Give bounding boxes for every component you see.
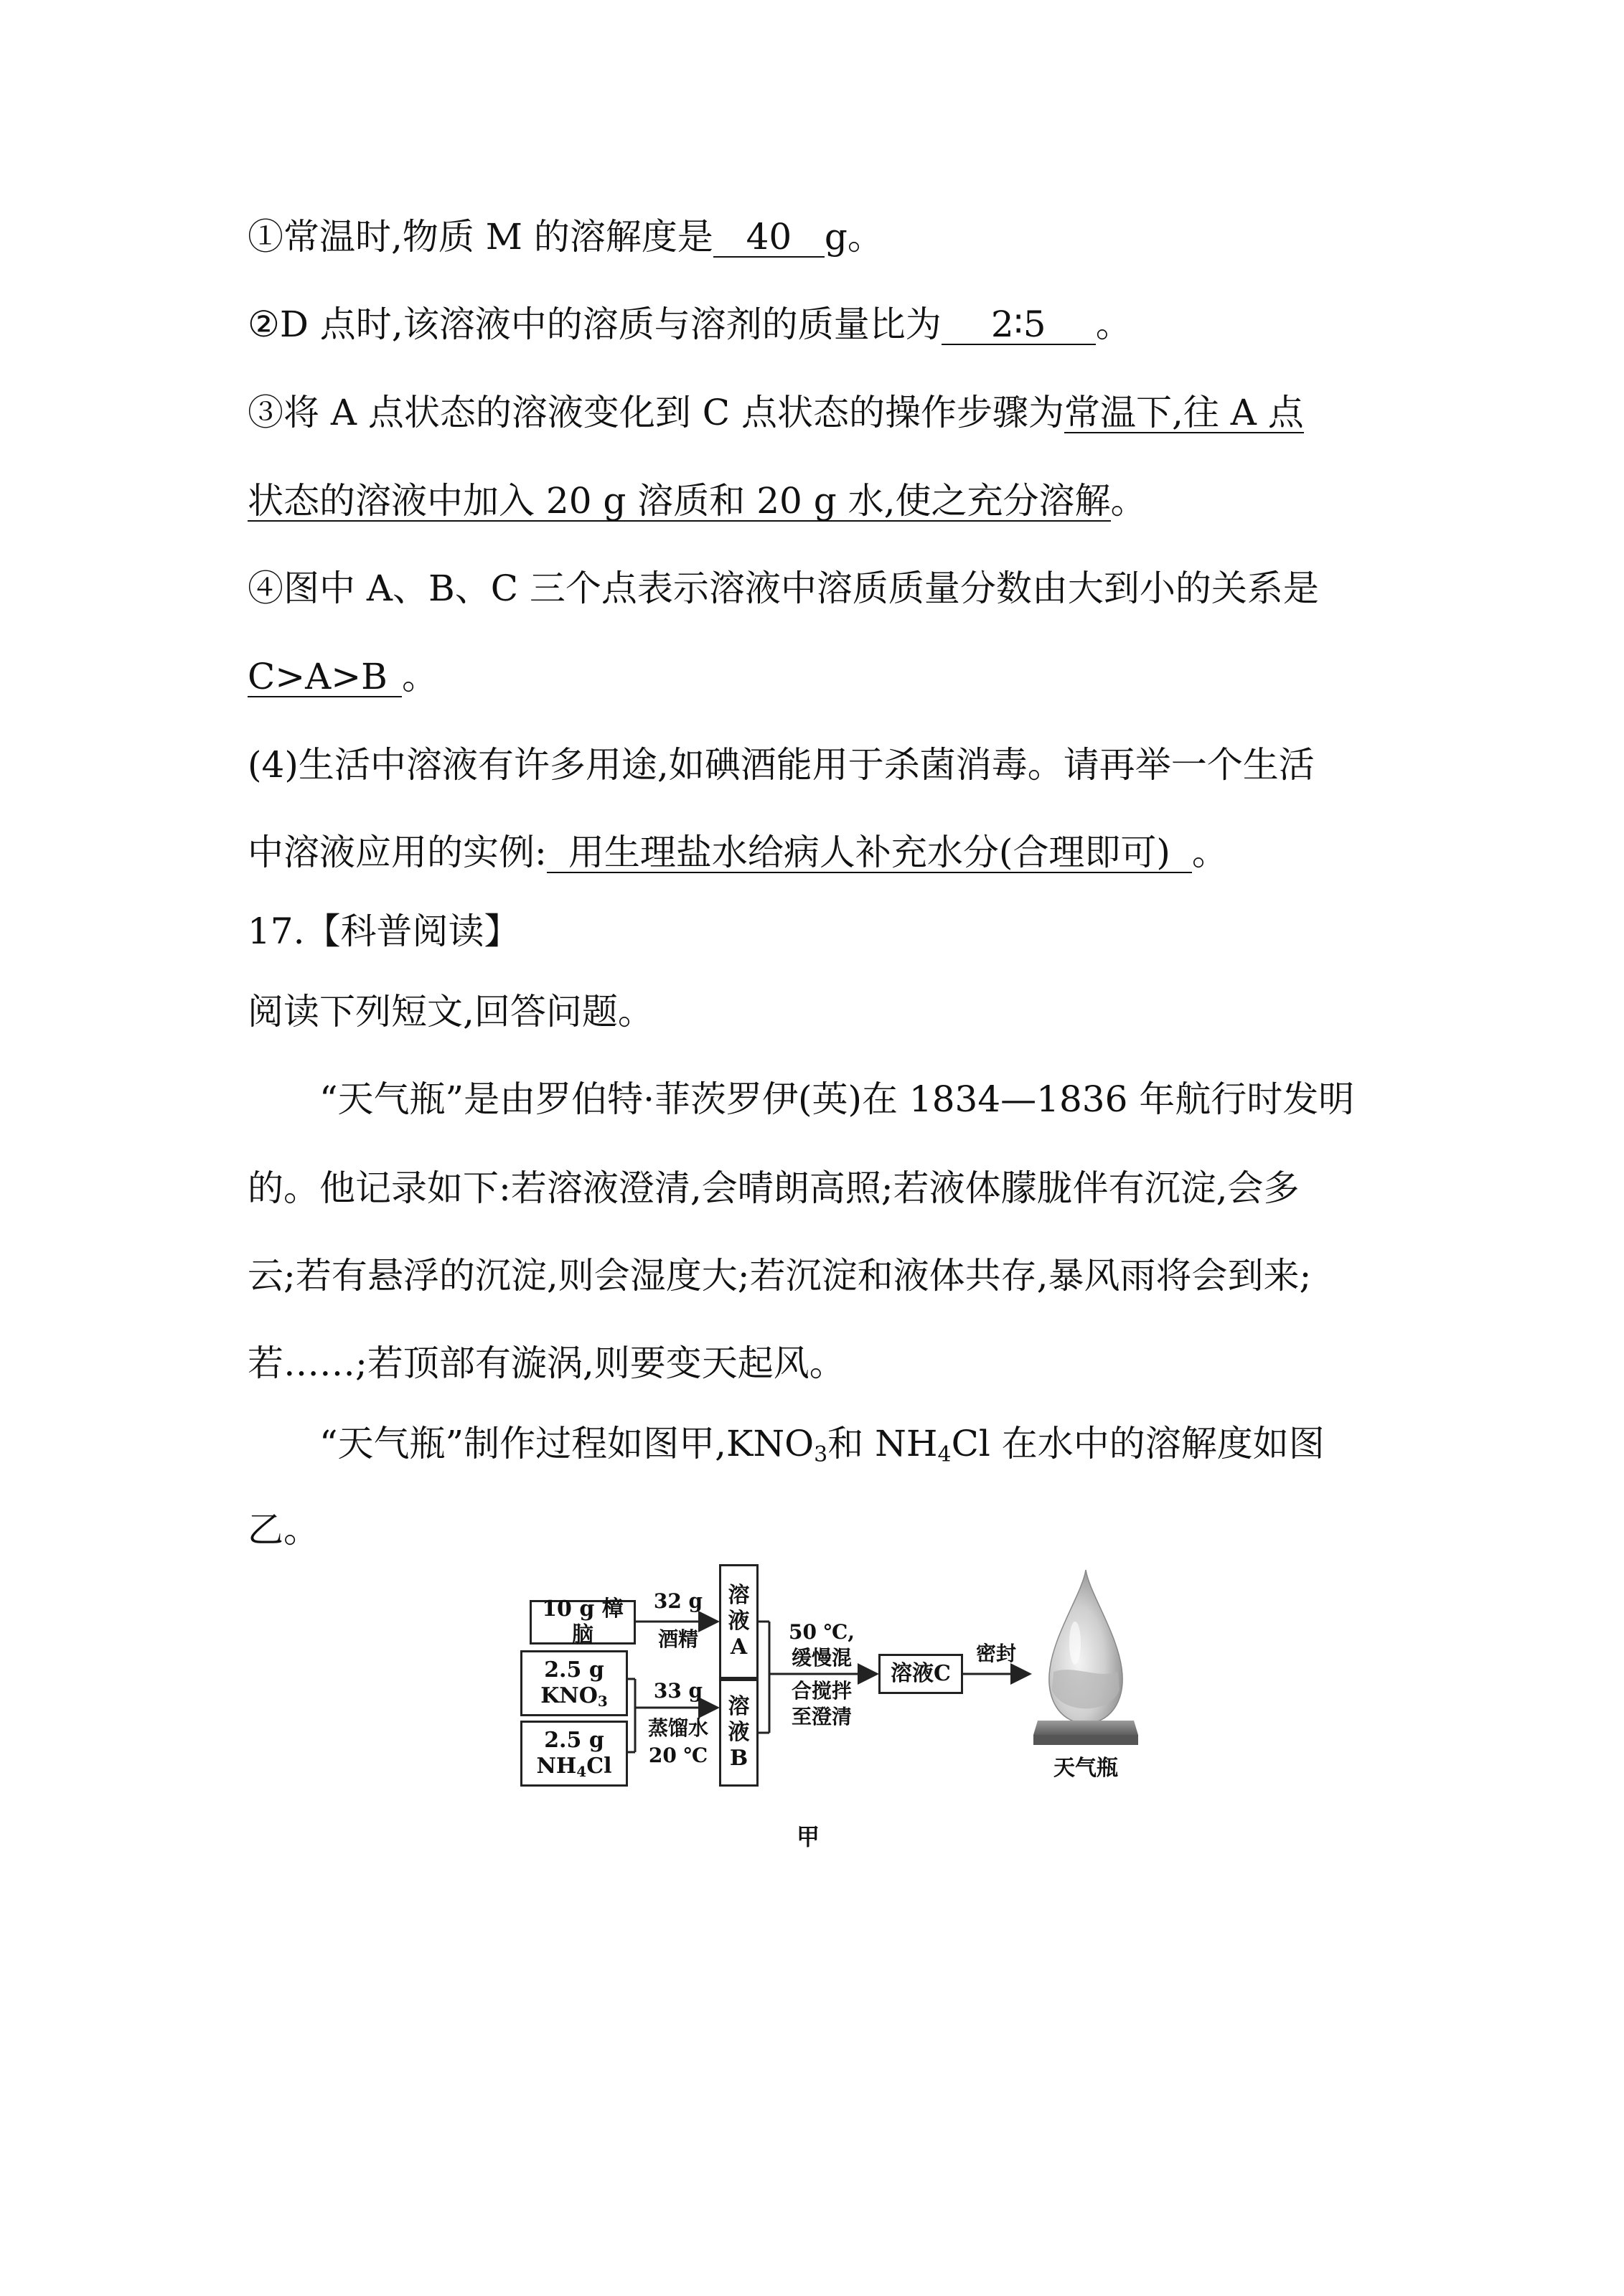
line-10 [248,990,654,1033]
solution-a-char: 液 [728,1609,750,1634]
text: ④图中 A、B、C 三个点表示溶液中溶质质量分数由大到小的关系是 [248,568,1319,609]
camphor-label: 10 g 樟脑 [542,1596,624,1647]
figure-caption: 甲 [797,1823,820,1850]
water-temp: 20 ℃ [648,1744,708,1767]
nh4cl-box [520,1721,628,1787]
text: 的。他记录如下:若溶液澄清,会晴朗高照;若液体朦胧伴有沉淀,会多 [248,1167,1300,1209]
line-3 [248,391,1304,434]
text: 中溶液应用的实例: [248,832,547,873]
text: 。 [402,656,438,697]
water-label: 蒸馏水 [647,1716,708,1740]
line-11 [319,1078,1354,1121]
section-title: 17.【科普阅读】 [248,911,520,952]
line-15 [319,1422,1325,1465]
bottle-label: 天气瓶 [1053,1756,1118,1781]
text: ②D 点时,该溶液中的溶质与溶剂的质量比为 [248,304,942,345]
answer-blank: C>A>B [248,657,402,697]
text: 。 [1191,832,1228,873]
solution-b-box [719,1679,759,1787]
solution-b-char: 液 [728,1720,750,1745]
solution-c-box [878,1654,963,1694]
line-2 [248,303,1132,346]
text: 若……;若顶部有漩涡,则要变天起风。 [248,1342,845,1384]
formula-text: Cl [586,1754,612,1779]
text: ①常温时,物质 M 的溶解度是 [248,216,713,258]
weather-bottle-icon [1032,1564,1140,1754]
text: g。 [824,216,883,258]
answer-blank: 状态的溶液中加入 20 g 溶质和 20 g 水,使之充分溶解 [248,480,1111,522]
text: “天气瓶”是由罗伯特·菲茨罗伊(英)在 1834—1836 年航行时发明 [319,1078,1355,1120]
line-9 [248,910,520,953]
answer-blank: 用生理盐水给病人补充水分(合理即可) [547,833,1192,873]
seal-label: 密封 [975,1642,1016,1665]
line-6 [248,655,438,698]
formula-text: NH [536,1754,577,1779]
mix-condition-1: 50 ℃, [788,1620,855,1644]
text: 云;若有悬浮的沉淀,则会湿度大;若沉淀和液体共存,暴风雨将会到来; [248,1255,1312,1297]
text: 。 [1110,480,1147,522]
line-5 [248,567,1319,610]
ethanol-label: 酒精 [657,1627,698,1651]
subscript: 4 [937,1442,952,1467]
line-8 [248,831,1228,874]
text: Cl 在水中的溶解度如图 [951,1423,1325,1464]
mix-condition-4: 至澄清 [791,1705,852,1728]
solution-b-char: B [729,1746,748,1771]
text: “天气瓶”制作过程如图甲,KNO [319,1423,815,1464]
kno3-box [520,1650,628,1716]
formula-text: KNO [540,1683,598,1708]
line-14 [248,1342,845,1385]
answer-blank: 2∶5 [942,305,1096,345]
line-13 [248,1254,1311,1297]
solution-b-char: 溶 [728,1694,750,1719]
nh4cl-formula [537,1754,612,1779]
formula-subscript: 4 [576,1763,587,1780]
solution-a-box [719,1564,759,1679]
nh4cl-mass: 2.5 g [544,1728,604,1753]
line-7 [248,743,1315,786]
solution-c-label: 溶液C [891,1661,951,1686]
formula-subscript: 3 [597,1693,608,1710]
process-diagram [502,1564,1148,1851]
line-16 [248,1508,319,1551]
water-amount: 33 g [653,1679,703,1703]
answer-blank: 常温下,往 A 点 [1064,392,1304,433]
text: 阅读下列短文,回答问题。 [248,991,654,1032]
text: 乙。 [248,1509,319,1551]
kno3-formula [540,1683,608,1709]
kno3-mass: 2.5 g [544,1657,604,1683]
solution-a-char: A [730,1634,748,1660]
mix-condition-2: 缓慢混 [791,1646,852,1670]
ethanol-amount: 32 g [653,1589,703,1613]
text: 。 [1095,304,1132,345]
line-12 [248,1167,1299,1210]
line-4 [248,479,1147,522]
text: 和 NH [827,1423,938,1464]
camphor-box [530,1596,636,1647]
line-1 [248,215,883,258]
subscript: 3 [814,1442,828,1467]
answer-blank: 40 [713,217,825,258]
mix-condition-3: 合搅拌 [791,1679,852,1703]
solution-a-char: 溶 [728,1583,750,1608]
text: ③将 A 点状态的溶液变化到 C 点状态的操作步骤为 [248,392,1064,433]
text: (4)生活中溶液有许多用途,如碘酒能用于杀菌消毒。请再举一个生活 [248,744,1315,786]
